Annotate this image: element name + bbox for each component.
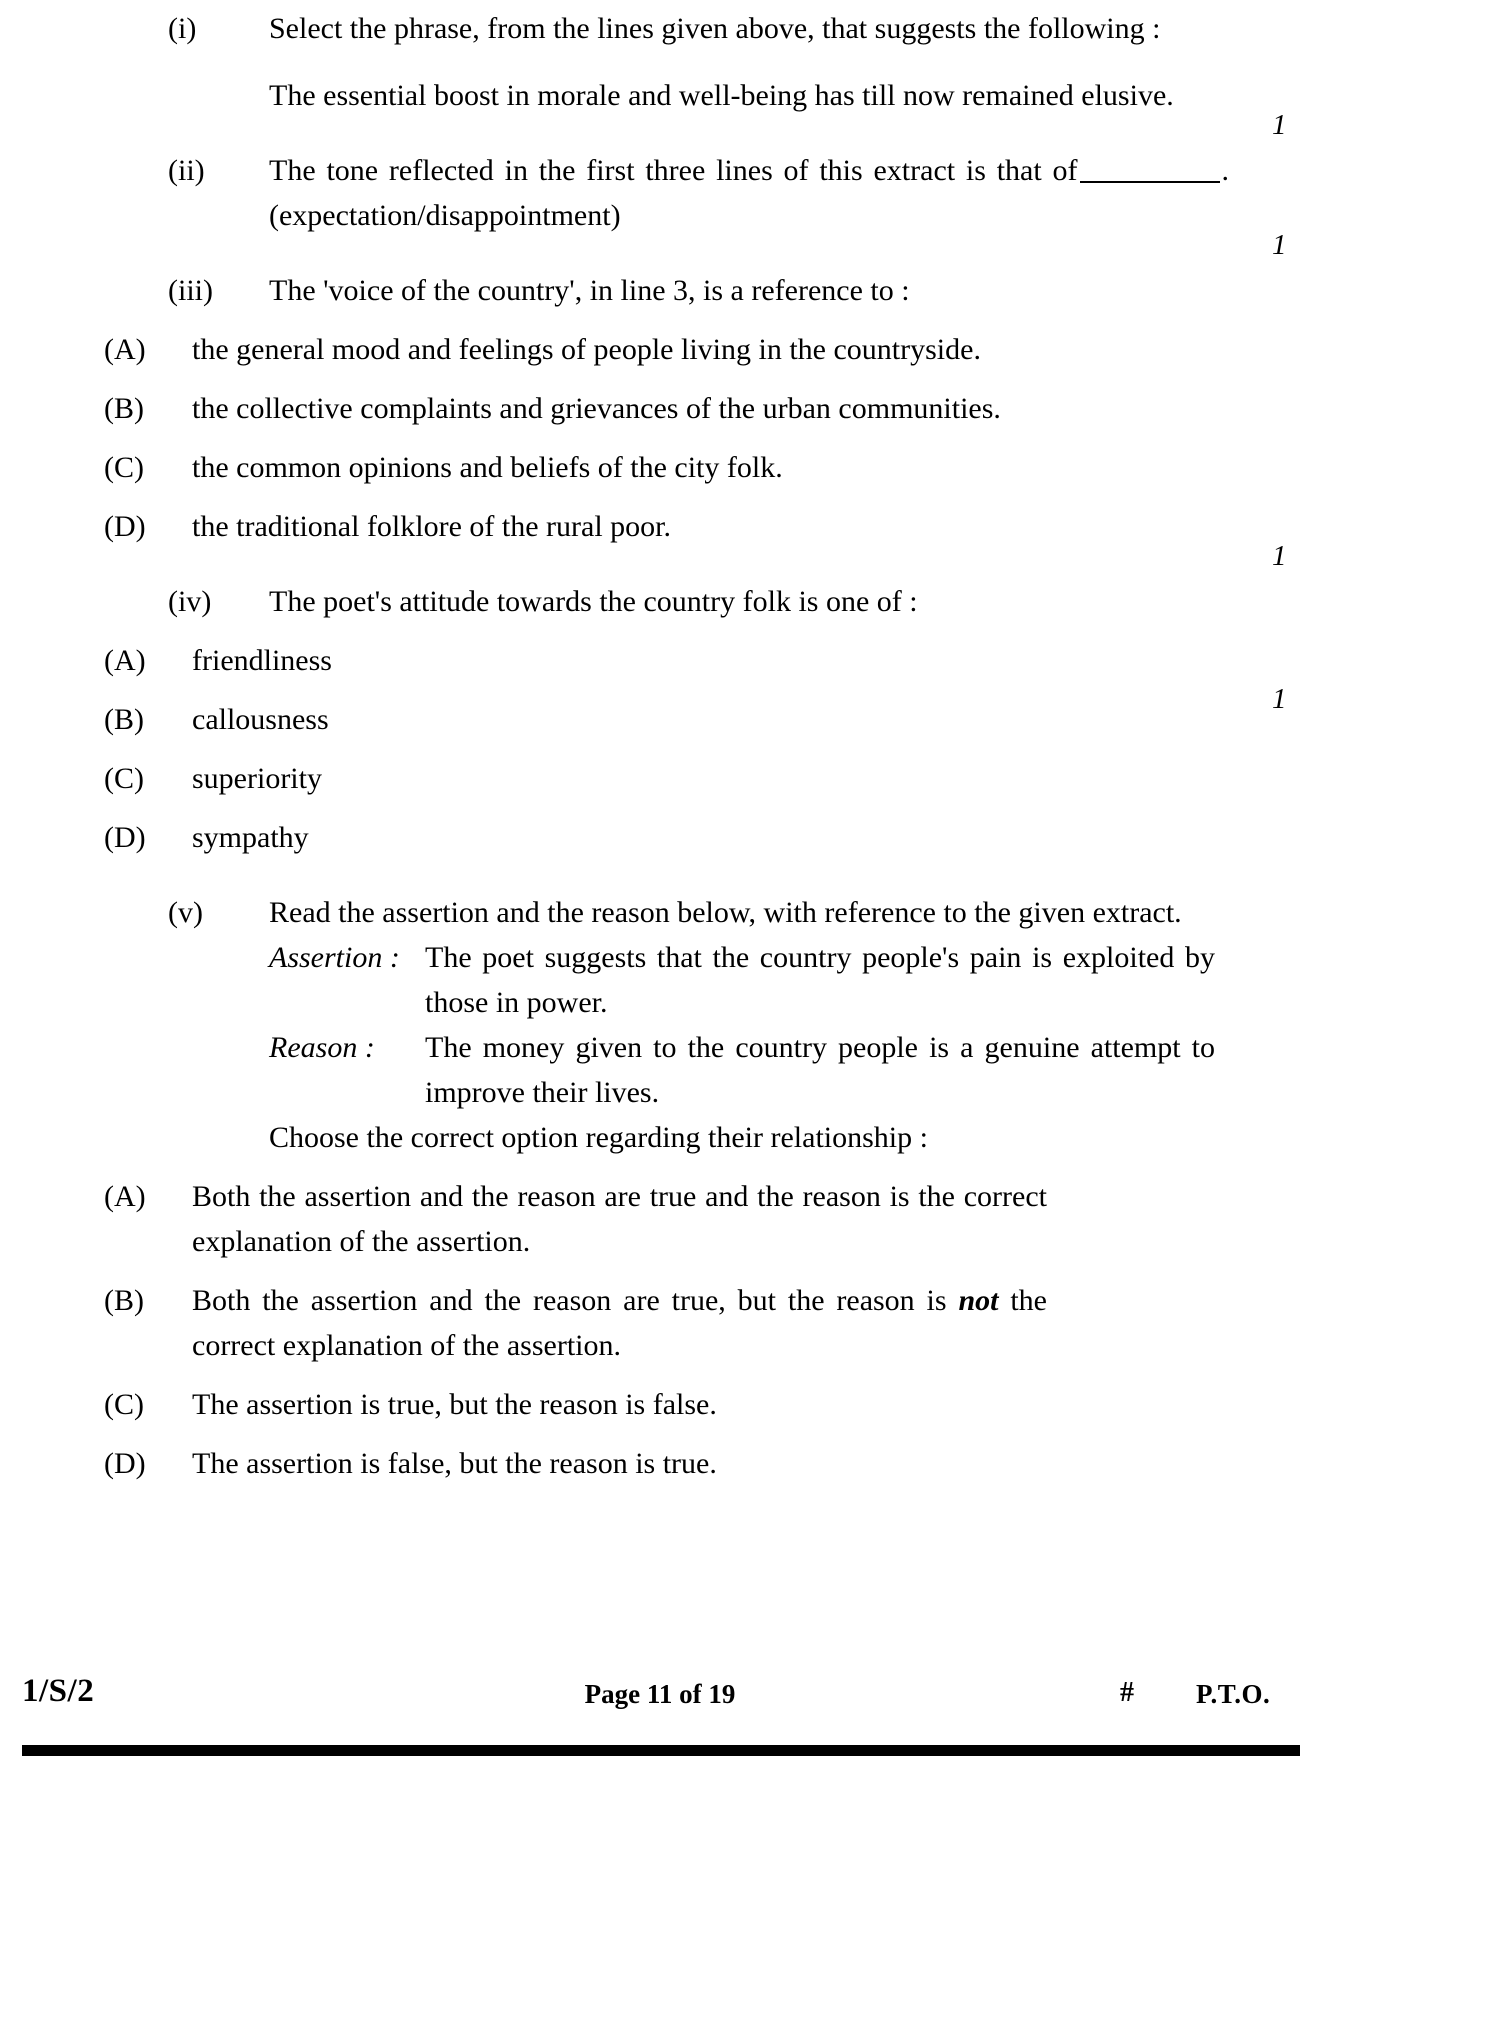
option-letter: (D) xyxy=(104,1447,146,1480)
option-item[interactable] xyxy=(0,1382,1505,1427)
options-v xyxy=(0,1160,1505,1486)
question-stem-iii: The 'voice of the country', in line 3, is a reference to : xyxy=(269,274,910,307)
question-stem-iv: The poet's attitude towards the country folk is one of : xyxy=(269,585,918,618)
page-footer xyxy=(0,1673,1505,1753)
question-numeral-ii: (ii) xyxy=(168,154,205,187)
footer-paper-code: 1/S/2 xyxy=(22,1673,95,1709)
option-item[interactable] xyxy=(0,1174,1505,1264)
option-text: friendliness xyxy=(192,644,332,677)
option-emphasis: not xyxy=(958,1284,999,1317)
question-stem-i: Select the phrase, from the lines given above, that suggests the following : xyxy=(269,12,1161,45)
option-item[interactable] xyxy=(0,815,1505,860)
option-item[interactable] xyxy=(0,756,1505,801)
assertion-row xyxy=(269,935,1229,1025)
option-item[interactable] xyxy=(0,445,1505,490)
footer-divider xyxy=(22,1745,1300,1756)
option-letter: (B) xyxy=(104,703,144,736)
footer-hash-icon: # xyxy=(1120,1677,1134,1708)
reason-text: The money given to the country people is a genuine attempt to improve their lives. xyxy=(425,1031,1215,1109)
question-numeral-v: (v) xyxy=(168,896,203,929)
footer-page-number: Page 11 of 19 xyxy=(584,1679,736,1709)
option-text: The assertion is false, but the reason is true. xyxy=(192,1447,717,1480)
question-numeral-i: (i) xyxy=(168,12,197,45)
marks-v: 1 xyxy=(1272,683,1287,715)
question-numeral-iv: (iv) xyxy=(168,585,212,618)
option-text: superiority xyxy=(192,762,322,795)
marks-i xyxy=(1272,0,1312,5)
marks-iii: 1 xyxy=(1272,229,1287,261)
option-item[interactable] xyxy=(0,386,1505,431)
option-item[interactable] xyxy=(0,327,1505,372)
option-text xyxy=(192,1278,1047,1368)
reason-label: Reason : xyxy=(269,1031,375,1064)
option-letter: (A) xyxy=(104,644,146,677)
option-item[interactable] xyxy=(0,1441,1505,1486)
option-letter: (B) xyxy=(104,1284,144,1317)
assertion-label: Assertion : xyxy=(269,941,400,974)
option-letter: (B) xyxy=(104,392,144,425)
marks-iv: 1 xyxy=(1272,540,1287,572)
option-text: the collective complaints and grievances of the urban communities. xyxy=(192,392,1001,425)
option-text-part2: the correct explanation of the assertion. xyxy=(192,1284,1047,1362)
options-iv xyxy=(0,624,1505,860)
footer-pto-label: P.T.O. xyxy=(1196,1679,1271,1709)
option-letter: (D) xyxy=(104,821,146,854)
option-letter: (C) xyxy=(104,762,144,795)
marks-ii: 1 xyxy=(1272,109,1287,141)
question-item-i xyxy=(0,0,1505,118)
choose-instruction: Choose the correct option regarding their relationship : xyxy=(269,1121,928,1154)
option-text: the traditional folklore of the rural poor. xyxy=(192,510,672,543)
question-item-iii xyxy=(0,229,1505,549)
question-stem-ii: The tone reflected in the first three lines of this extract is that of xyxy=(269,154,1078,187)
question-numeral-iii: (iii) xyxy=(168,274,213,307)
option-letter: (A) xyxy=(104,1180,146,1213)
option-text: the common opinions and beliefs of the city folk. xyxy=(192,451,783,484)
option-text: sympathy xyxy=(192,821,309,854)
fill-blank-ii[interactable] xyxy=(1080,181,1220,183)
options-iii xyxy=(0,313,1505,549)
option-letter: (C) xyxy=(104,1388,144,1421)
reason-row xyxy=(269,1025,1229,1115)
option-text: the general mood and feelings of people living in the countryside. xyxy=(192,333,981,366)
question-extra-i: The essential boost in morale and well-being has till now remained elusive. xyxy=(269,79,1174,112)
option-letter: (A) xyxy=(104,333,146,366)
option-text: Both the assertion and the reason are true and the reason is the correct explanation of the assertion. xyxy=(192,1180,1047,1258)
option-letter: (C) xyxy=(104,451,144,484)
option-text: callousness xyxy=(192,703,329,736)
question-stem-v: Read the assertion and the reason below, with reference to the given extract. xyxy=(269,896,1182,929)
option-text: The assertion is true, but the reason is false. xyxy=(192,1388,717,1421)
option-letter: (D) xyxy=(104,510,146,543)
option-item[interactable] xyxy=(0,1278,1505,1368)
option-text-part1: Both the assertion and the reason are true, but the reason is xyxy=(192,1284,959,1317)
assertion-text: The poet suggests that the country people's pain is exploited by those in power. xyxy=(425,941,1215,1019)
question-stem-ii-suffix: . (expectation/disappointment) xyxy=(269,154,1229,232)
